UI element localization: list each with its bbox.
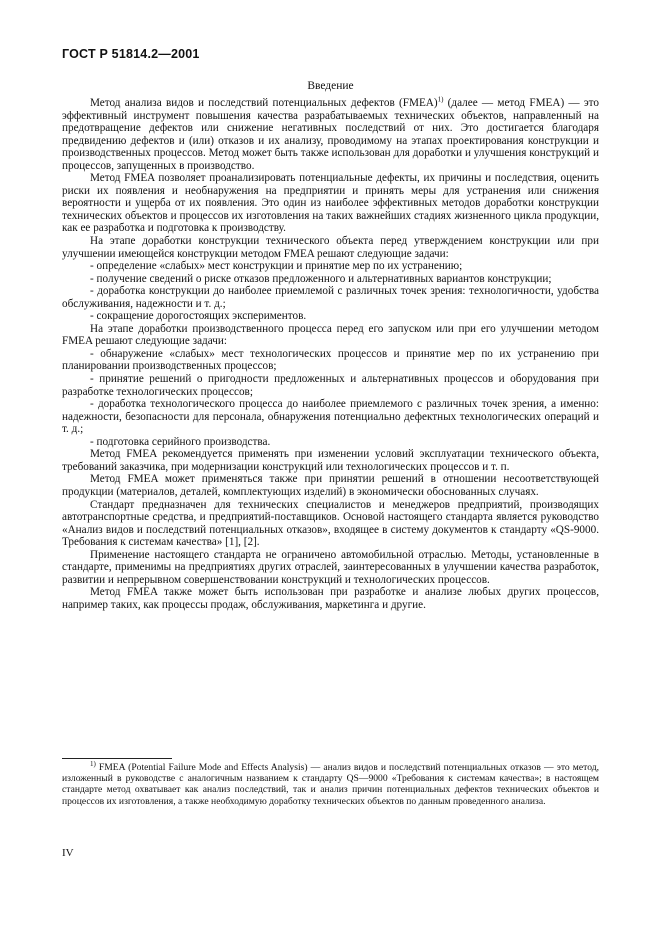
paragraph: На этапе доработки конструкции технического объекта перед утверждением конструкции или при улучшении имеющейся конструкции методом FMEA решают следующие задачи: [62, 235, 599, 260]
body-text [62, 97, 599, 611]
list-item: - доработка конструкции до наиболее приемлемой с различных точек зрения: технологичности, удобства обслуживания, надежности и т. д.; [62, 285, 599, 310]
section-title: Введение [307, 80, 354, 92]
document-code-header: ГОСТ Р 51814.2—2001 [62, 47, 200, 61]
list-item: - подготовка серийного производства. [90, 435, 271, 448]
list-item: - определение «слабых» мест конструкции и принятие мер по их устранению; [90, 260, 463, 273]
paragraph: Метод FMEA также может быть использован при разработке и анализе любых других процессов, например таких, как процессы продаж, обслуживания, маркетинга и другие. [62, 586, 599, 611]
footnote-paragraph [62, 759, 599, 807]
paragraph: Стандарт предназначен для технических специалистов и менеджеров предприятий, производящих автотранспортные средства, и предприятий-поставщиков. Основой настоящего стандарта является руководство «Анализ видов и последствий потенциальных отказов», входящее в систему документов к стандарту «QS-9000. Требования к системам качества» [1], [2]. [62, 498, 599, 549]
footnote-marker: 1) [90, 759, 96, 768]
footnote-text: FMEA (Potential Failure Mode and Effects Analysis) — анализ видов и последствий потенциальных отказов — это метод, изложенный в руководстве с аналогичным названием к стандарту QS—9000 «Требования к системам качества»; в настоящем стандарте метод охватывает как анализ последствий, так и анализ причин потенциальных дефектов технических объектов и процессов их изготовления, а также необходимую доработку технических объектов по данным проведенного анализа. [62, 762, 599, 807]
list-item: - принятие решений о пригодности предложенных и альтернативных процессов и оборудования при разработке технологических процессов; [62, 373, 599, 398]
paragraph-text: Метод анализа видов и последствий потенциальных дефектов (FMEA) [90, 97, 438, 109]
paragraph: Применение настоящего стандарта не ограничено автомобильной отраслью. Методы, установленные в стандарте, применимы на предприятиях других отраслей, заинтересованных в улучшении качества разработок, развитии и непрерывном совершенствовании конструкций и технологических процессов. [62, 548, 599, 586]
page-number: IV [62, 847, 74, 859]
paragraph [62, 97, 599, 172]
paragraph: Метод FMEA рекомендуется применять при изменении условий эксплуатации технического объекта, требований заказчика, при модернизации конструкций или технологических процессов и т. п. [62, 448, 599, 473]
list-item: - сокращение дорогостоящих экспериментов. [90, 310, 307, 323]
footnote-reference: 1) [437, 95, 444, 104]
list-item: - доработка технологического процесса до наиболее приемлемого с различных точек зрения, а именно: надежности, безопасности для персонала, обнаружения потенциально дефектных технологических операций и т. д.; [62, 398, 599, 436]
footnote-divider [62, 758, 172, 759]
list-item: - обнаружение «слабых» мест технологических процессов и принятие мер по их устранению при планировании производственных процессов; [62, 347, 599, 373]
list-item: - получение сведений о риске отказов предложенного и альтернативных вариантов конструкции; [90, 272, 552, 285]
footnote [62, 759, 599, 807]
paragraph-text: (далее — метод FMEA) — это эффективный инструмент повышения качества разрабатываемых технических объектов, направленный на предотвращение дефектов или снижение негативных последствий от них. Это достигается благодаря предвидению дефектов и (или) отказов и их анализу, проводимому на этапах проектирования конструкции и производственных процессов. Метод может быть также использован для доработки и улучшения конструкций и процессов, запущенных в производство. [62, 97, 599, 172]
paragraph: Метод FMEA может применяться также при принятии решений в отношении несоответствующей продукции (материалов, деталей, комплектующих изделий) в экономически обоснованных случаях. [62, 473, 599, 498]
paragraph: Метод FMEA позволяет проанализировать потенциальные дефекты, их причины и последствия, оценить риски их появления и необнаружения на предприятии и принять меры для устранения или снижения вероятности и ущерба от их появления. Это один из наиболее эффективных методов доработки конструкции технических объектов и процессов их изготовления на таких важнейших стадиях жизненного цикла продукции, как ее разработка и подготовка к производству. [62, 172, 599, 235]
paragraph: На этапе доработки производственного процесса перед его запуском или при его улучшении методом FMEA решают следующие задачи: [62, 322, 599, 348]
